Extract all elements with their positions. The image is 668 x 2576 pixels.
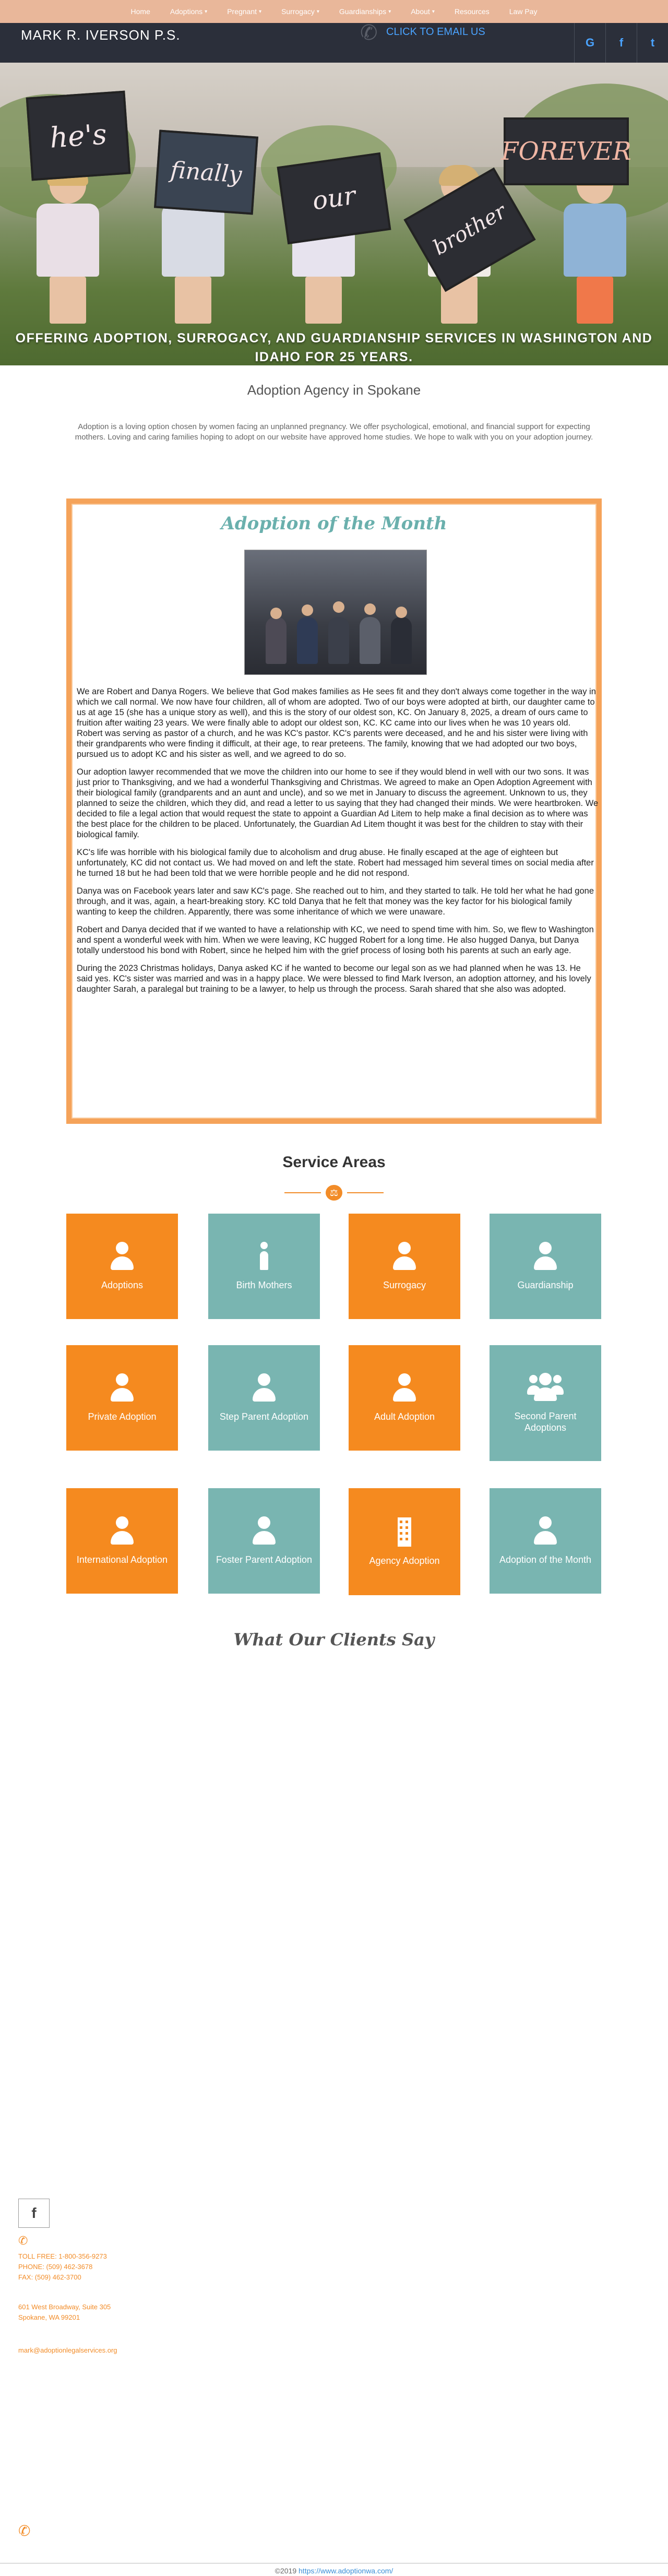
photo-face	[333, 601, 344, 613]
nav-surrogacy[interactable]	[281, 7, 319, 16]
phone-icon: ✆	[18, 2234, 28, 2247]
service-tile-label: International Adoption	[76, 1554, 168, 1565]
chevron-down-icon: ▾	[205, 8, 208, 15]
service-tile-label: Foster Parent Adoption	[216, 1554, 313, 1565]
facebook-icon[interactable]: f	[605, 23, 637, 63]
group-icon	[527, 1373, 564, 1402]
google-icon[interactable]: G	[574, 23, 605, 63]
adoption-story	[77, 686, 599, 1002]
service-tile-birth-mothers[interactable]	[208, 1214, 320, 1319]
service-tile-adoptions[interactable]	[66, 1214, 178, 1319]
hero-child	[37, 167, 99, 324]
photo-face	[270, 608, 282, 619]
service-tile-label: Second Parent Adoptions	[514, 1411, 577, 1433]
service-tile-foster-parent-adoption[interactable]	[208, 1488, 320, 1594]
email-us-link[interactable]: CLICK TO EMAIL US	[386, 26, 485, 38]
nav-pregnant[interactable]	[227, 7, 261, 16]
service-tile-second-parent-adoptions[interactable]	[490, 1345, 601, 1461]
service-tile-adult-adoption[interactable]	[349, 1345, 460, 1451]
site-header	[0, 0, 668, 63]
story-paragraph: We are Robert and Danya Rogers. We believe that God makes families as He sees fit and they don't always come together in the way in which we call normal. We now have four children, all of whom are adopted. Two of our boys were adopted at birth, our daughter came to us at age 15 (she has a unique story as well), and this is the story of our oldest son, KC. On January 8, 2025, a dream of ours came to fruition after waiting 23 years. We were finally able to adopt our oldest son, KC. KC came into our lives when he was 10 years old. Robert was serving as pastor of a church, and he was KC's pastor. KC's parents were deceased, and he and his sister were living with their grandparents who were finding it difficult, at their age, to rear preteens. The family, knowing that we had adopted our two boys, pursued us to adopt KC and his sister as well, and we agreed to do so.	[77, 687, 596, 759]
hero-caption: OFFERING ADOPTION, SURROGACY, AND GUARDIANSHIP SERVICES IN WASHINGTON AND IDAHO FOR 25 YEARS.	[15, 331, 653, 364]
person-icon	[391, 1242, 418, 1271]
person-icon	[532, 1242, 558, 1271]
family-photo	[244, 550, 427, 675]
hero-sign: he's	[26, 91, 131, 181]
social-links	[574, 23, 668, 63]
photo-figure	[297, 617, 318, 664]
nav-label: About	[411, 7, 430, 16]
testimonials-title: What Our Clients Say	[233, 1630, 435, 1649]
nav-about[interactable]	[411, 7, 435, 16]
nav-label: Home	[130, 7, 150, 16]
facebook-icon[interactable]: f	[18, 2199, 50, 2228]
hero-sign: FOREVER	[504, 117, 629, 185]
phone-icon: ✆	[360, 21, 378, 44]
service-tile-label: Agency Adoption	[369, 1555, 440, 1566]
service-tile-label: Adoptions	[101, 1280, 144, 1290]
adoption-of-month-title: Adoption of the Month	[221, 513, 447, 534]
story-paragraph: Robert and Danya decided that if we wanted to have a relationship with KC, we need to spend time with him. So, we flew to Washington and spent a wonderful week with him. When we were leaving, KC hugged Robert for a long time. He also hugged Danya, but Danya totally understood his bond with Robert, since he helped him with the grief process of losing both his parents at such an early age.	[77, 925, 594, 955]
person-icon	[109, 1242, 135, 1271]
nav-label: Pregnant	[227, 7, 257, 16]
toll-free-number[interactable]: TOLL FREE: 1-800-356-9273	[18, 2252, 107, 2260]
section-divider	[284, 1185, 384, 1201]
chevron-down-icon: ▾	[432, 8, 435, 15]
person-icon	[391, 1373, 418, 1403]
service-tile-label: Birth Mothers	[236, 1280, 292, 1290]
photo-figure	[328, 617, 349, 664]
page-title: Adoption Agency in Spokane	[247, 382, 421, 398]
address-line-1[interactable]: 601 West Broadway, Suite 305	[18, 2303, 111, 2311]
person-icon	[251, 1373, 277, 1403]
service-tile-international-adoption[interactable]	[66, 1488, 178, 1594]
photo-face	[302, 604, 313, 616]
story-paragraph: KC's life was horrible with his biological family due to alcoholism and drug abuse. He finally escaped at the age of eighteen but unfortunately, KC did not contact us. We had moved on and left the state. Robert had messaged him several times on social media after he turned 18 but he had been told that we were horrible people and he did not respond.	[77, 848, 594, 878]
address-line-2[interactable]: Spokane, WA 99201	[18, 2313, 80, 2321]
divider-line	[284, 1192, 321, 1193]
service-tile-label: Adult Adoption	[374, 1411, 435, 1422]
copyright-text: ©2019	[275, 2567, 297, 2575]
service-tile-adoption-of-the-month[interactable]	[490, 1488, 601, 1594]
nav-law-pay[interactable]	[509, 7, 538, 16]
scales-icon: ⚖	[326, 1185, 342, 1201]
hero-sign: brother	[403, 168, 535, 292]
service-tile-label: Surrogacy	[383, 1280, 426, 1290]
photo-figure	[266, 617, 287, 664]
story-paragraph: Danya was on Facebook years later and saw KC's page. She reached out to him, and they started to talk. He told her what he had gone through, and it was, again, a heart-breaking story. KC told Danya that he felt that money was the key factor for his biological family wanting to keep the children. Apparently, there was some inheritance of which we were unaware.	[77, 886, 594, 917]
service-tile-private-adoption[interactable]	[66, 1345, 178, 1451]
twitter-icon[interactable]: t	[637, 23, 668, 63]
service-areas-title: Service Areas	[282, 1154, 386, 1171]
nav-label: Law Pay	[509, 7, 538, 16]
photo-face	[364, 603, 376, 615]
service-tile-guardianship[interactable]	[490, 1214, 601, 1319]
photo-face	[396, 607, 407, 618]
main-nav	[0, 0, 668, 23]
service-tile-agency-adoption[interactable]	[349, 1488, 460, 1595]
chevron-down-icon: ▾	[388, 8, 391, 15]
photo-figure	[360, 617, 380, 664]
hero-sign: our	[277, 152, 391, 244]
person-icon	[532, 1516, 558, 1546]
service-tile-step-parent-adoption[interactable]	[208, 1345, 320, 1451]
person-icon	[251, 1516, 277, 1546]
nav-label: Surrogacy	[281, 7, 315, 16]
site-link[interactable]: https://www.adoptionwa.com/	[299, 2567, 393, 2575]
person-icon	[109, 1373, 135, 1403]
firm-logo-text[interactable]: MARK R. IVERSON P.S.	[21, 27, 181, 43]
phone-icon[interactable]: ✆	[18, 2523, 31, 2539]
hero-image	[0, 63, 668, 365]
service-tile-label: Private Adoption	[88, 1411, 157, 1422]
fax-number: FAX: (509) 462-3700	[18, 2273, 81, 2281]
nav-adoptions[interactable]	[170, 7, 207, 16]
hero-child	[564, 167, 626, 324]
copyright	[0, 2563, 668, 2575]
building-icon	[391, 1517, 418, 1547]
photo-figure	[391, 617, 412, 664]
child-icon	[251, 1242, 277, 1271]
nav-guardianships[interactable]	[339, 7, 391, 16]
chevron-down-icon: ▾	[259, 8, 262, 15]
service-tile-label: Guardianship	[517, 1280, 574, 1290]
nav-resources[interactable]	[455, 7, 490, 16]
hero-sign: finally	[154, 130, 258, 215]
story-paragraph: Our adoption lawyer recommended that we move the children into our home to see if they would blend in well with our two sons. It was just prior to Thanksgiving, and we had a wonderful Thanksgiving and Christmas. We agreed to make an Open Adoption Agreement with their biological family (grandparents and an aunt and uncle), and so we met in January to discuss the agreement. Unknown to us, they planned to seize the children, which they did, and read a letter to us saying that they had changed their minds. We were heartbroken. We decided to file a legal action that would request the state to appoint a Guardian Ad Litem to help make a final decision as to where was the best place for the children to be placed. Unfortunately, the Guardian Ad Litem thought it was best for the children to stay with their biological family.	[77, 767, 599, 839]
intro-paragraph: Adoption is a loving option chosen by women facing an unplanned pregnancy. We offer psychological, emotional, and financial support for expecting mothers. Loving and caring families hoping to adopt on our website have approved home studies. We hope to walk with you on your adoption journey.	[75, 422, 593, 442]
email-link[interactable]: mark@adoptionlegalservices.org	[18, 2346, 117, 2354]
service-tile-surrogacy[interactable]	[349, 1214, 460, 1319]
service-tile-label: Step Parent Adoption	[219, 1411, 309, 1422]
service-tile-label: Adoption of the Month	[499, 1554, 592, 1565]
person-icon	[109, 1516, 135, 1546]
nav-label: Adoptions	[170, 7, 203, 16]
nav-label: Guardianships	[339, 7, 387, 16]
phone-number[interactable]: PHONE: (509) 462-3678	[18, 2263, 93, 2271]
divider-line	[347, 1192, 384, 1193]
story-paragraph: During the 2023 Christmas holidays, Danya asked KC if he wanted to become our legal son as we had planned when he was 13. He said yes. KC's sister was married and was in a happy place. We were blessed to find Mark Iverson, an adoption attorney, and his lovely daughter Sarah, a paralegal but training to be a lawyer, to help us through the process. Sarah shared that she also was adopted.	[77, 964, 591, 994]
chevron-down-icon: ▾	[316, 8, 319, 15]
nav-home[interactable]	[131, 7, 150, 16]
nav-label: Resources	[454, 7, 490, 16]
adoption-of-month-card	[66, 498, 602, 1124]
